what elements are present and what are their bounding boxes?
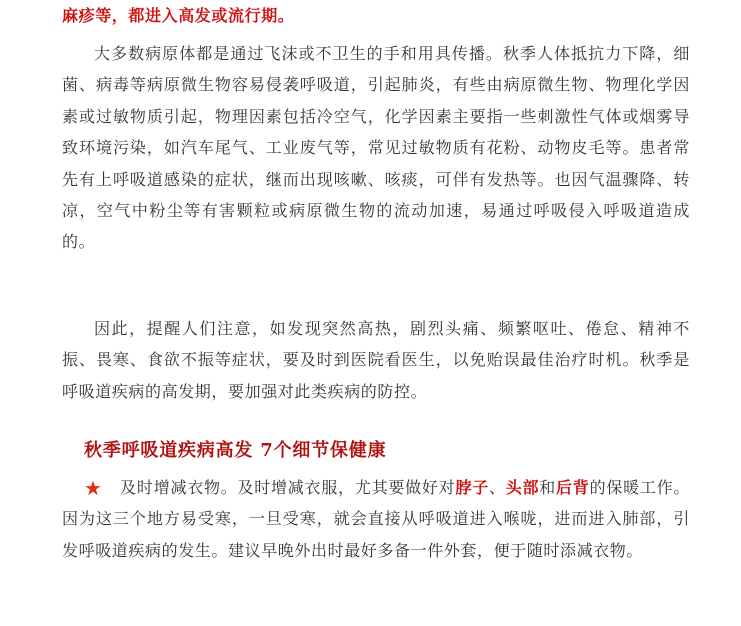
star-icon: ★ bbox=[84, 476, 103, 500]
tip-clothing bbox=[62, 472, 690, 566]
tip-text-after: 的保暖工作。因为这三个地方易受寒，一旦受寒，就会直接从呼吸道进入喉咙，进而进入肺部，引发呼吸道疾病的发生。建议早晚外出时最好多备一件外套，便于随时添减衣物。 bbox=[62, 478, 690, 560]
highlight-back: 后背 bbox=[556, 478, 590, 497]
section-heading: 秋季呼吸道疾病高发 7个细节保健康 bbox=[84, 440, 387, 461]
paragraph-transmission: 大多数病原体都是通过飞沫或不卫生的手和用具传播。秋季人体抵抗力下降，细菌、病毒等病原微生物容易侵袭呼吸道，引起肺炎，有些由病原微生物、物理化学因素或过敏物质引起，物理因素包括冷空气，化学因素主要指一些刺激性气体或烟雾导致环境污染，如汽车尾气、工业废气等，常见过敏物质有花粉、动物皮毛等。患者常先有上呼吸道感染的症状，继而出现咳嗽、咳痰，可伴有发热等。也因气温骤降、转凉，空气中粉尘等有害颗粒或病原微生物的流动加速，易通过呼吸侵入呼吸道造成的。 bbox=[62, 44, 690, 252]
tip-sep1: 、 bbox=[488, 478, 506, 497]
tip-sep2: 和 bbox=[539, 478, 557, 497]
highlight-head: 头部 bbox=[505, 478, 540, 497]
intro-line: 麻疹等，都进入高发或流行期。 bbox=[62, 6, 295, 25]
tip-text-before: 及时增减衣物。及时增减衣服，尤其要做好对 bbox=[120, 478, 456, 497]
highlight-neck: 脖子 bbox=[455, 478, 489, 497]
paragraph-advice: 因此，提醒人们注意，如发现突然高热，剧烈头痛、频繁呕吐、倦怠、精神不振、畏寒、食欲不振等症状，要及时到医院看医生，以免贻误最佳治疗时机。秋季是呼吸道疾病的高发期，要加强对此类疾病的防控。 bbox=[62, 319, 690, 401]
